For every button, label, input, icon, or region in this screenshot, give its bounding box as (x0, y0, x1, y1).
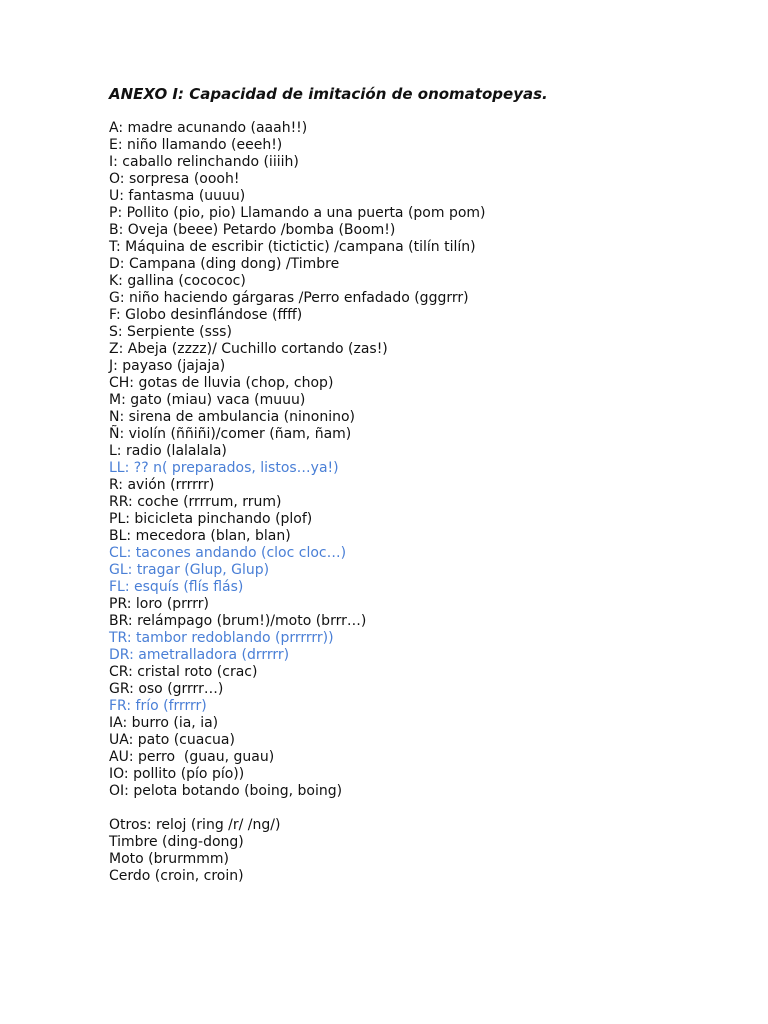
list-item: P: Pollito (pio, pio) Llamando a una puerta (pom pom) (109, 205, 486, 221)
document-title: ANEXO I: Capacidad de imitación de onomatopeyas. (109, 85, 548, 103)
list-item: BL: mecedora (blan, blan) (109, 528, 291, 544)
list-item: TR: tambor redoblando (prrrrrr)) (109, 630, 334, 646)
list-item: G: niño haciendo gárgaras /Perro enfadado (gggrrr) (109, 290, 469, 306)
list-item: FR: frío (frrrrr) (109, 698, 207, 714)
list-item: PR: loro (prrrr) (109, 596, 209, 612)
list-item: R: avión (rrrrrr) (109, 477, 215, 493)
list-item: J: payaso (jajaja) (109, 358, 226, 374)
list-item: U: fantasma (uuuu) (109, 188, 246, 204)
list-item: IO: pollito (pío pío)) (109, 766, 245, 782)
list-item: GL: tragar (Glup, Glup) (109, 562, 270, 578)
list-item: K: gallina (cocococ) (109, 273, 246, 289)
list-item: BR: relámpago (brum!)/moto (brrr…) (109, 613, 367, 629)
onomatopoeia-list (109, 120, 486, 800)
list-item: CH: gotas de lluvia (chop, chop) (109, 375, 334, 391)
list-item: O: sorpresa (oooh! (109, 171, 240, 187)
list-item: DR: ametralladora (drrrrr) (109, 647, 290, 663)
list-item: IA: burro (ia, ia) (109, 715, 219, 731)
others-item: Otros: reloj (ring /r/ /ng/) (109, 817, 281, 833)
list-item: Z: Abeja (zzzz)/ Cuchillo cortando (zas!) (109, 341, 388, 357)
others-item: Timbre (ding-dong) (109, 834, 244, 850)
list-item: S: Serpiente (sss) (109, 324, 232, 340)
list-item: L: radio (lalalala) (109, 443, 227, 459)
others-list (109, 817, 280, 885)
list-item: T: Máquina de escribir (tictictic) /campana (tilín tilín) (109, 239, 476, 255)
list-item: CL: tacones andando (cloc cloc…) (109, 545, 347, 561)
list-item: OI: pelota botando (boing, boing) (109, 783, 343, 799)
list-item: Ñ: violín (ññiñi)/comer (ñam, ñam) (109, 426, 352, 442)
list-item: GR: oso (grrrr…) (109, 681, 224, 697)
list-item: LL: ?? n( preparados, listos…ya!) (109, 460, 339, 476)
others-item: Moto (brurmmm) (109, 851, 230, 867)
list-item: N: sirena de ambulancia (ninonino) (109, 409, 355, 425)
list-item: E: niño llamando (eeeh!) (109, 137, 283, 153)
list-item: FL: esquís (flís flás) (109, 579, 244, 595)
list-item: PL: bicicleta pinchando (plof) (109, 511, 313, 527)
list-item: D: Campana (ding dong) /Timbre (109, 256, 340, 272)
others-item: Cerdo (croin, croin) (109, 868, 244, 884)
list-item: CR: cristal roto (crac) (109, 664, 258, 680)
list-item: B: Oveja (beee) Petardo /bomba (Boom!) (109, 222, 396, 238)
list-item: M: gato (miau) vaca (muuu) (109, 392, 306, 408)
list-item: AU: perro (guau, guau) (109, 749, 275, 765)
list-item: I: caballo relinchando (iiiih) (109, 154, 299, 170)
list-item: RR: coche (rrrrum, rrum) (109, 494, 282, 510)
list-item: UA: pato (cuacua) (109, 732, 235, 748)
list-item: A: madre acunando (aaah!!) (109, 120, 308, 136)
list-item: F: Globo desinflándose (ffff) (109, 307, 303, 323)
